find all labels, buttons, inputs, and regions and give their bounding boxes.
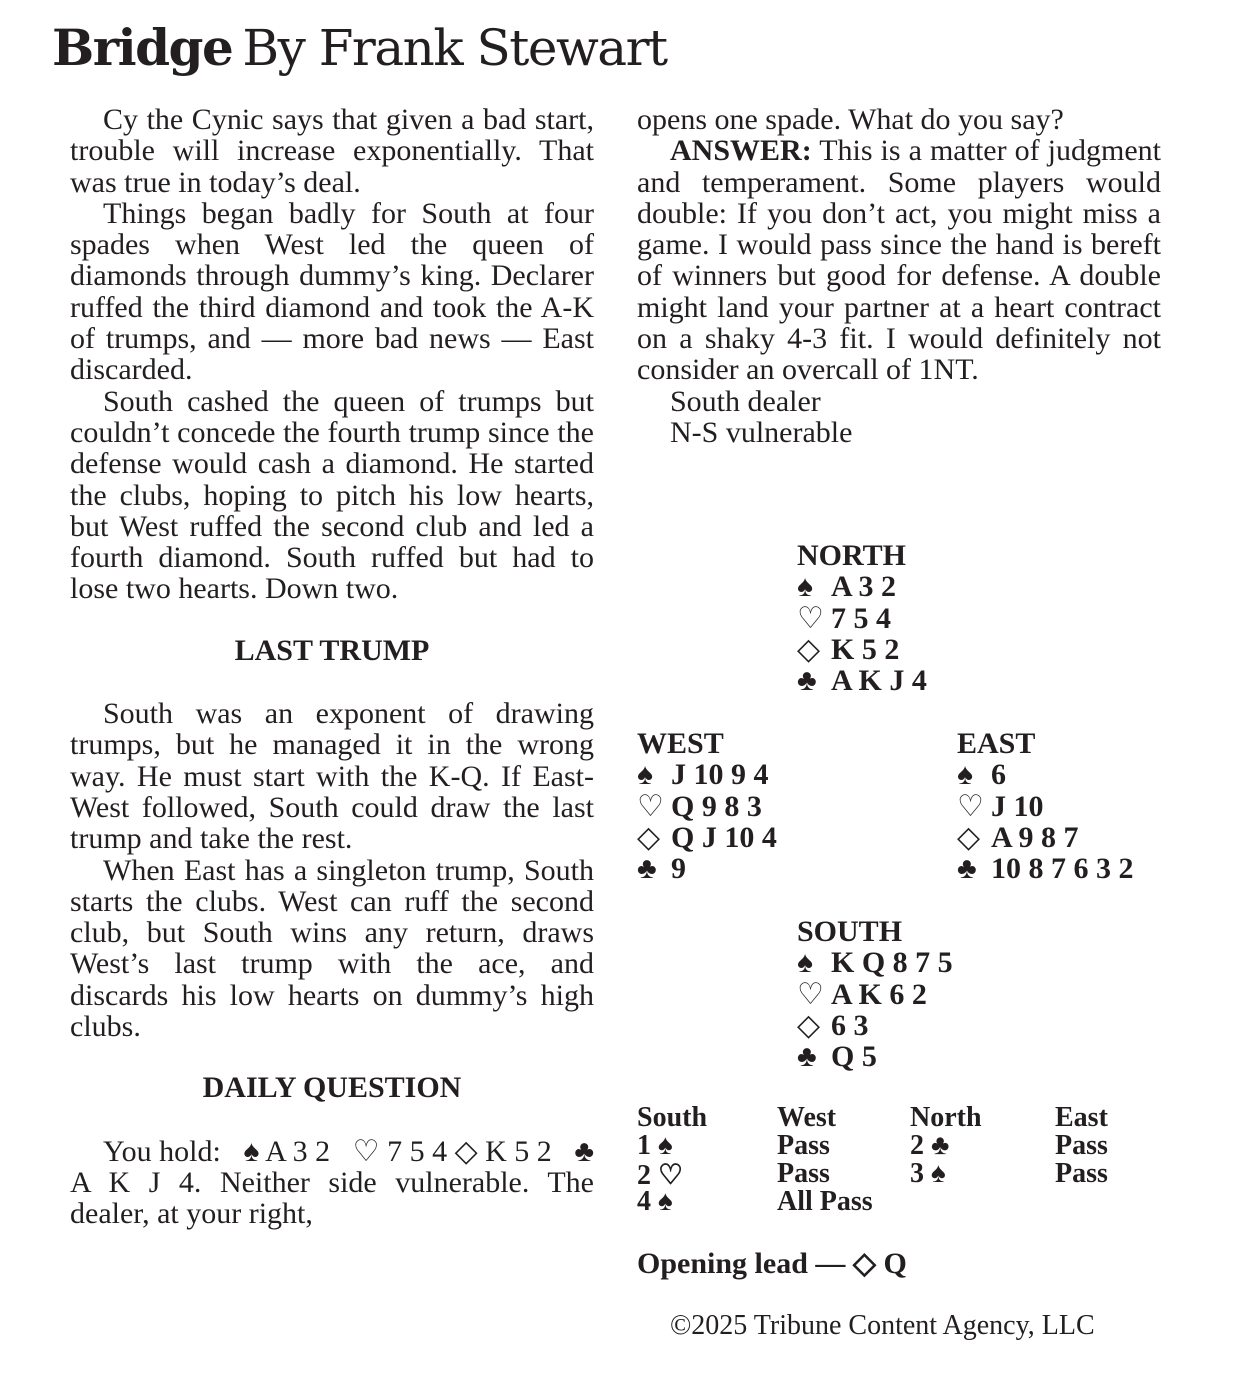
club-icon: ♣ <box>574 1134 594 1168</box>
heading-daily-question: DAILY QUESTION <box>202 1071 462 1105</box>
daily-question-paragraph: You hold: ♠ A 3 2 ♡ 7 5 4 ◇ K 5 2 ♣ A K J 4. Neither side vulnerable. The dealer, at your right, <box>70 1134 594 1231</box>
auction-header: East <box>1055 1102 1108 1133</box>
column-byline: By Frank Stewart <box>242 19 667 77</box>
hand-clubs: 9 <box>671 852 686 886</box>
spade-icon: ♠ <box>957 758 973 792</box>
heart-icon: ♡ <box>352 1134 380 1168</box>
masthead <box>52 18 667 77</box>
auction-header: North <box>910 1102 982 1133</box>
hand-west <box>637 728 777 884</box>
hand-east <box>957 728 1134 884</box>
auction-bid: Pass <box>1055 1158 1108 1189</box>
spade-icon: ♠ <box>243 1134 260 1168</box>
auction-bid: Pass <box>777 1130 830 1161</box>
hand-hearts: J 10 <box>991 789 1044 823</box>
hand-diamonds: K 5 2 <box>831 632 900 666</box>
answer-label: ANSWER: <box>670 134 812 168</box>
hand-spades: K Q 8 7 5 <box>831 946 953 980</box>
right-column <box>637 104 1161 448</box>
auction-bid: 3 ♠ <box>910 1158 946 1189</box>
vulnerability-line: N-S vulnerable <box>670 415 853 449</box>
spade-icon: ♠ <box>797 570 813 604</box>
paragraph-3: South cashed the queen of trumps but couldn’t concede the fourth trump since the defense would cash a diamond. He started the clubs, hoping to pitch his low hearts, but West ruffed the second club and led a fourth diamond. South ruffed but had to lose two hearts. Down two. <box>70 384 594 606</box>
dealer-line: South dealer <box>670 384 821 418</box>
hand-south <box>797 916 953 1072</box>
spade-icon: ♠ <box>797 946 813 980</box>
paragraph-1: Cy the Cynic says that given a bad start, trouble will increase exponentially. That was true in today’s deal. <box>70 103 594 199</box>
hand-spades: A 3 2 <box>831 570 897 604</box>
copyright: ©2025 Tribune Content Agency, LLC <box>670 1310 1095 1341</box>
auction-bid: Pass <box>1055 1130 1108 1161</box>
hand-diamonds: Q J 10 4 <box>671 820 777 854</box>
auction-bid: 2 ♡ <box>637 1160 684 1191</box>
diamond-icon: ◇ <box>637 820 661 854</box>
hand-spades: J 10 9 4 <box>671 758 769 792</box>
diamond-icon: ◇ <box>797 1008 821 1042</box>
paragraph-2: Things began badly for South at four spades when West led the queen of diamonds through dummy’s king. Declarer ruffed the third diamond and took the A-K of trumps, and — more bad news — East discarded. <box>70 196 594 387</box>
auction-bid: 1 ♠ <box>637 1130 673 1161</box>
hand-title: EAST <box>957 727 1036 760</box>
daily-question-continued: opens one spade. What do you say? <box>637 103 1064 136</box>
auction-header: West <box>777 1102 837 1133</box>
club-icon: ♣ <box>797 664 817 698</box>
opening-lead-card: ◇ Q <box>852 1247 907 1280</box>
auction-bid: Pass <box>777 1158 830 1189</box>
hand-diamonds: A 9 8 7 <box>991 820 1079 854</box>
heading-last-trump: LAST TRUMP <box>234 633 430 667</box>
heart-icon: ♡ <box>797 601 824 635</box>
hand-diamonds: 6 3 <box>831 1008 869 1042</box>
hand-hearts: 7 5 4 <box>831 601 891 635</box>
left-column <box>70 104 594 1230</box>
paragraph-5: When East has a singleton trump, South starts the clubs. West can ruff the second club, but South wins any return, draws West’s last trump with the ace, and discards his low hearts on dummy’s high clubs. <box>70 853 594 1044</box>
heart-icon: ♡ <box>637 789 664 823</box>
answer-paragraph: ANSWER: This is a matter of judgment and temperament. Some players would double: If you don’t act, you might miss a game. I would pass since the hand is bereft of winners but good for defense. A double might land your partner at a heart contract on a shaky 4-3 fit. I would definitely not consider an overcall of 1NT. <box>637 134 1161 387</box>
hand-north <box>797 540 927 696</box>
auction-bid: 2 ♣ <box>910 1130 950 1161</box>
auction-bid: All Pass <box>777 1186 873 1217</box>
hand-spades: 6 <box>991 758 1006 792</box>
opening-lead-label: Opening lead — <box>637 1247 846 1280</box>
hand-clubs: A K J 4 <box>831 664 927 698</box>
heart-icon: ♡ <box>797 977 824 1011</box>
club-icon: ♣ <box>797 1040 817 1074</box>
paragraph-4: South was an exponent of drawing trumps, but he managed it in the wrong way. He must start with the K-Q. If East-West followed, South could draw the last trump and take the rest. <box>70 697 594 856</box>
hand-hearts: Q 9 8 3 <box>671 789 762 823</box>
hand-hearts: A K 6 2 <box>831 977 927 1011</box>
hand-clubs: Q 5 <box>831 1040 877 1074</box>
hand-title: WEST <box>637 727 724 760</box>
hand-title: SOUTH <box>797 915 903 948</box>
auction-header: South <box>637 1102 708 1133</box>
hand-clubs: 10 8 7 6 3 2 <box>991 852 1134 886</box>
auction-bid: 4 ♠ <box>637 1186 673 1217</box>
column-title: Bridge <box>52 18 233 77</box>
diamond-icon: ◇ <box>957 820 981 854</box>
club-icon: ♣ <box>637 852 657 886</box>
club-icon: ♣ <box>957 852 977 886</box>
heart-icon: ♡ <box>957 789 984 823</box>
diamond-icon: ◇ <box>454 1134 478 1168</box>
opening-lead <box>637 1246 907 1281</box>
spade-icon: ♠ <box>637 758 653 792</box>
diamond-icon: ◇ <box>797 632 821 666</box>
hand-title: NORTH <box>797 539 906 572</box>
